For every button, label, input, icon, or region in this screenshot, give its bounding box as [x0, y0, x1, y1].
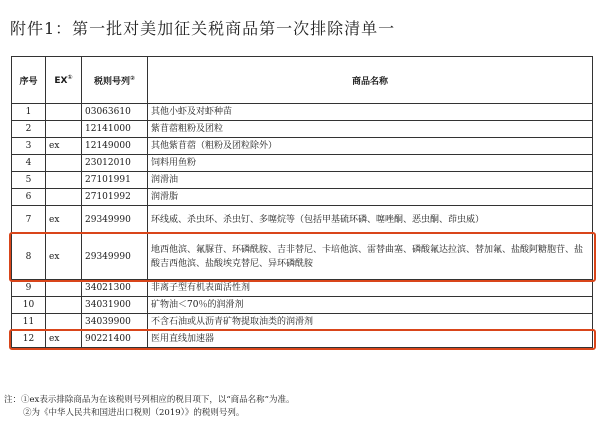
footnotes	[4, 394, 295, 420]
footnote-1: 注：①ex表示排除商品为在该税则号列相应的税目项下，以“商品名称”为准。	[4, 395, 295, 405]
cell-name: 其他紫苜蓿（粗粉及团粒除外）	[148, 138, 593, 155]
cell-name: 润滑油	[148, 172, 593, 189]
cell-name: 饲料用鱼粉	[148, 155, 593, 172]
cell-name: 矿物油＜70％的润滑剂	[148, 297, 593, 314]
table-row-highlighted	[12, 234, 593, 280]
cell-code: 12149000	[82, 138, 148, 155]
cell-ex	[46, 189, 82, 206]
table-row	[12, 189, 593, 206]
cell-seq: 7	[12, 206, 46, 234]
cell-name: 润滑脂	[148, 189, 593, 206]
cell-ex	[46, 314, 82, 331]
header-seq: 序号	[12, 57, 46, 104]
cell-seq: 12	[12, 331, 46, 348]
header-code: 税则号列②	[82, 57, 148, 104]
cell-seq: 5	[12, 172, 46, 189]
cell-seq: 11	[12, 314, 46, 331]
table-row	[12, 138, 593, 155]
table-row	[12, 121, 593, 138]
table-row	[12, 172, 593, 189]
table-row-highlighted	[12, 331, 593, 348]
cell-name: 医用直线加速器	[148, 331, 593, 348]
cell-seq: 4	[12, 155, 46, 172]
cell-code: 34021300	[82, 280, 148, 297]
header-ex: EX①	[46, 57, 82, 104]
table-row	[12, 104, 593, 121]
cell-seq: 9	[12, 280, 46, 297]
cell-ex	[46, 104, 82, 121]
header-code-footnote: ②	[129, 74, 136, 82]
exclusion-list-table	[11, 56, 593, 348]
cell-name: 不含石油或从沥青矿物提取油类的润滑剂	[148, 314, 593, 331]
cell-ex: ex	[46, 331, 82, 348]
cell-code: 34031900	[82, 297, 148, 314]
cell-seq: 1	[12, 104, 46, 121]
cell-code: 29349990	[82, 206, 148, 234]
cell-code: 27101991	[82, 172, 148, 189]
cell-name: 地西他滨、氟脲苷、环磷酰胺、吉非替尼、卡培他滨、雷替曲塞、磷酸氟达拉滨、替加氟、盐酸阿糖胞苷、盐酸吉西他滨、盐酸埃克替尼、异环磷酰胺	[148, 234, 593, 280]
cell-code: 23012010	[82, 155, 148, 172]
cell-code: 12141000	[82, 121, 148, 138]
cell-ex	[46, 297, 82, 314]
cell-ex	[46, 280, 82, 297]
table-row	[12, 314, 593, 331]
table-row	[12, 280, 593, 297]
cell-name: 其他小虾及对虾种苗	[148, 104, 593, 121]
table-row	[12, 155, 593, 172]
cell-code: 29349990	[82, 234, 148, 280]
document-title: 附件1：第一批对美加征关税商品第一次排除清单一	[10, 19, 396, 38]
cell-code: 27101992	[82, 189, 148, 206]
cell-code: 34039900	[82, 314, 148, 331]
cell-ex: ex	[46, 138, 82, 155]
table-row	[12, 297, 593, 314]
cell-ex	[46, 121, 82, 138]
cell-name: 环线威、杀虫环、杀虫钉、多噻烷等（包括甲基硫环磷、噻唑酮、恶虫酮、茚虫威）	[148, 206, 593, 234]
cell-code: 90221400	[82, 331, 148, 348]
footnote-2: ②为《中华人民共和国进出口税则（2019）》的税则号列。	[23, 408, 245, 418]
header-ex-footnote: ①	[67, 74, 73, 81]
header-name: 商品名称	[148, 57, 593, 104]
cell-name: 非离子型有机表面活性剂	[148, 280, 593, 297]
cell-code: 03063610	[82, 104, 148, 121]
cell-ex	[46, 172, 82, 189]
cell-ex: ex	[46, 206, 82, 234]
cell-seq: 3	[12, 138, 46, 155]
cell-seq: 8	[12, 234, 46, 280]
cell-seq: 10	[12, 297, 46, 314]
cell-ex	[46, 155, 82, 172]
table-row	[12, 206, 593, 234]
cell-seq: 6	[12, 189, 46, 206]
cell-name: 紫苜蓿粗粉及团粒	[148, 121, 593, 138]
cell-ex: ex	[46, 234, 82, 280]
table-header-row	[12, 57, 593, 104]
cell-seq: 2	[12, 121, 46, 138]
